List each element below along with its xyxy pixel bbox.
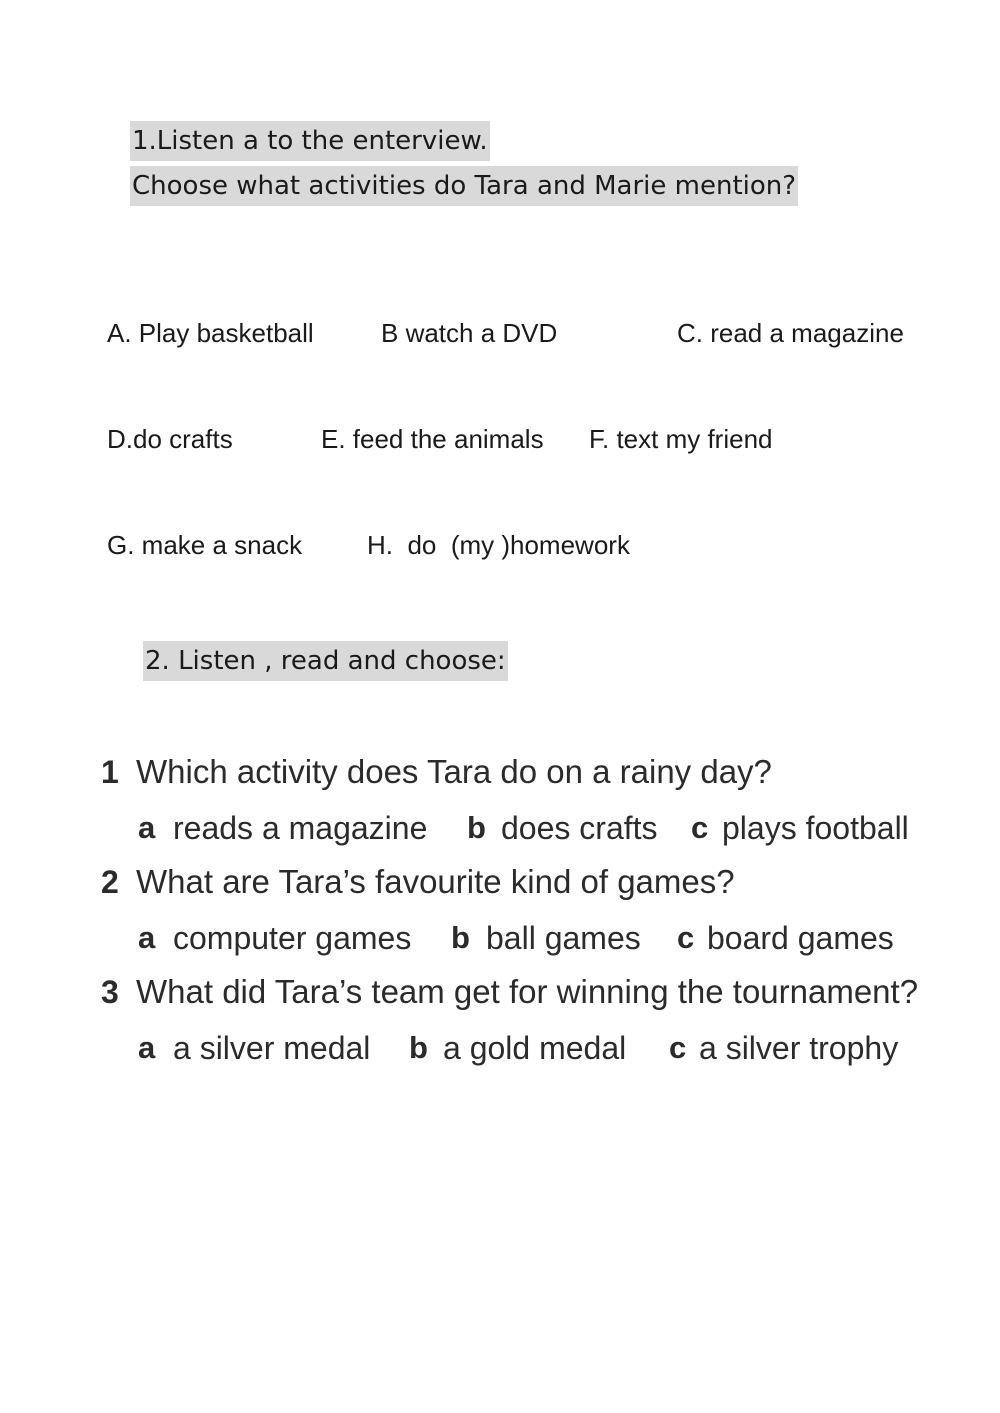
answer-letter: c xyxy=(669,1030,687,1065)
option-h: H. do (my )homework xyxy=(367,530,630,560)
answer-letter: b xyxy=(467,810,486,845)
answer-letter: a xyxy=(138,920,156,955)
option-a: A. Play basketball xyxy=(107,318,314,348)
answer-letter: b xyxy=(409,1030,428,1065)
answer-text: plays football xyxy=(722,810,909,846)
answer-text: board games xyxy=(707,920,894,956)
answer-letter: a xyxy=(138,810,156,845)
question-text: Which activity does Tara do on a rainy day? xyxy=(136,753,772,790)
answer-text: reads a magazine xyxy=(173,810,428,846)
answer-letter: a xyxy=(138,1030,156,1065)
option-b: B watch a DVD xyxy=(381,318,558,348)
answer-text: does crafts xyxy=(501,810,658,846)
option-d: D.do crafts xyxy=(107,424,233,454)
exercise1-heading-line2: Choose what activities do Tara and Marie mention? xyxy=(130,166,798,206)
question-text: What are Tara’s favourite kind of games? xyxy=(136,863,735,900)
answer-text: a silver medal xyxy=(173,1030,371,1066)
exercise1-heading-line1: 1.Listen a to the enterview. xyxy=(130,121,490,161)
exercise2-heading: 2. Listen , read and choose: xyxy=(143,641,508,681)
question-number: 3 xyxy=(101,974,119,1010)
answer-letter: c xyxy=(677,920,695,955)
question-text: What did Tara’s team get for winning the tournament? xyxy=(136,973,919,1010)
answer-letter: c xyxy=(691,810,709,845)
question-number: 2 xyxy=(101,864,119,900)
answer-text: ball games xyxy=(486,920,641,956)
answer-text: computer games xyxy=(173,920,412,956)
answer-letter: b xyxy=(451,920,470,955)
option-e: E. feed the animals xyxy=(321,424,544,454)
question-number: 1 xyxy=(101,754,119,790)
answer-text: a silver trophy xyxy=(699,1030,899,1066)
option-f: F. text my friend xyxy=(589,424,773,454)
option-g: G. make a snack xyxy=(107,530,303,560)
option-c: C. read a magazine xyxy=(677,318,904,348)
answer-text: a gold medal xyxy=(443,1030,627,1066)
